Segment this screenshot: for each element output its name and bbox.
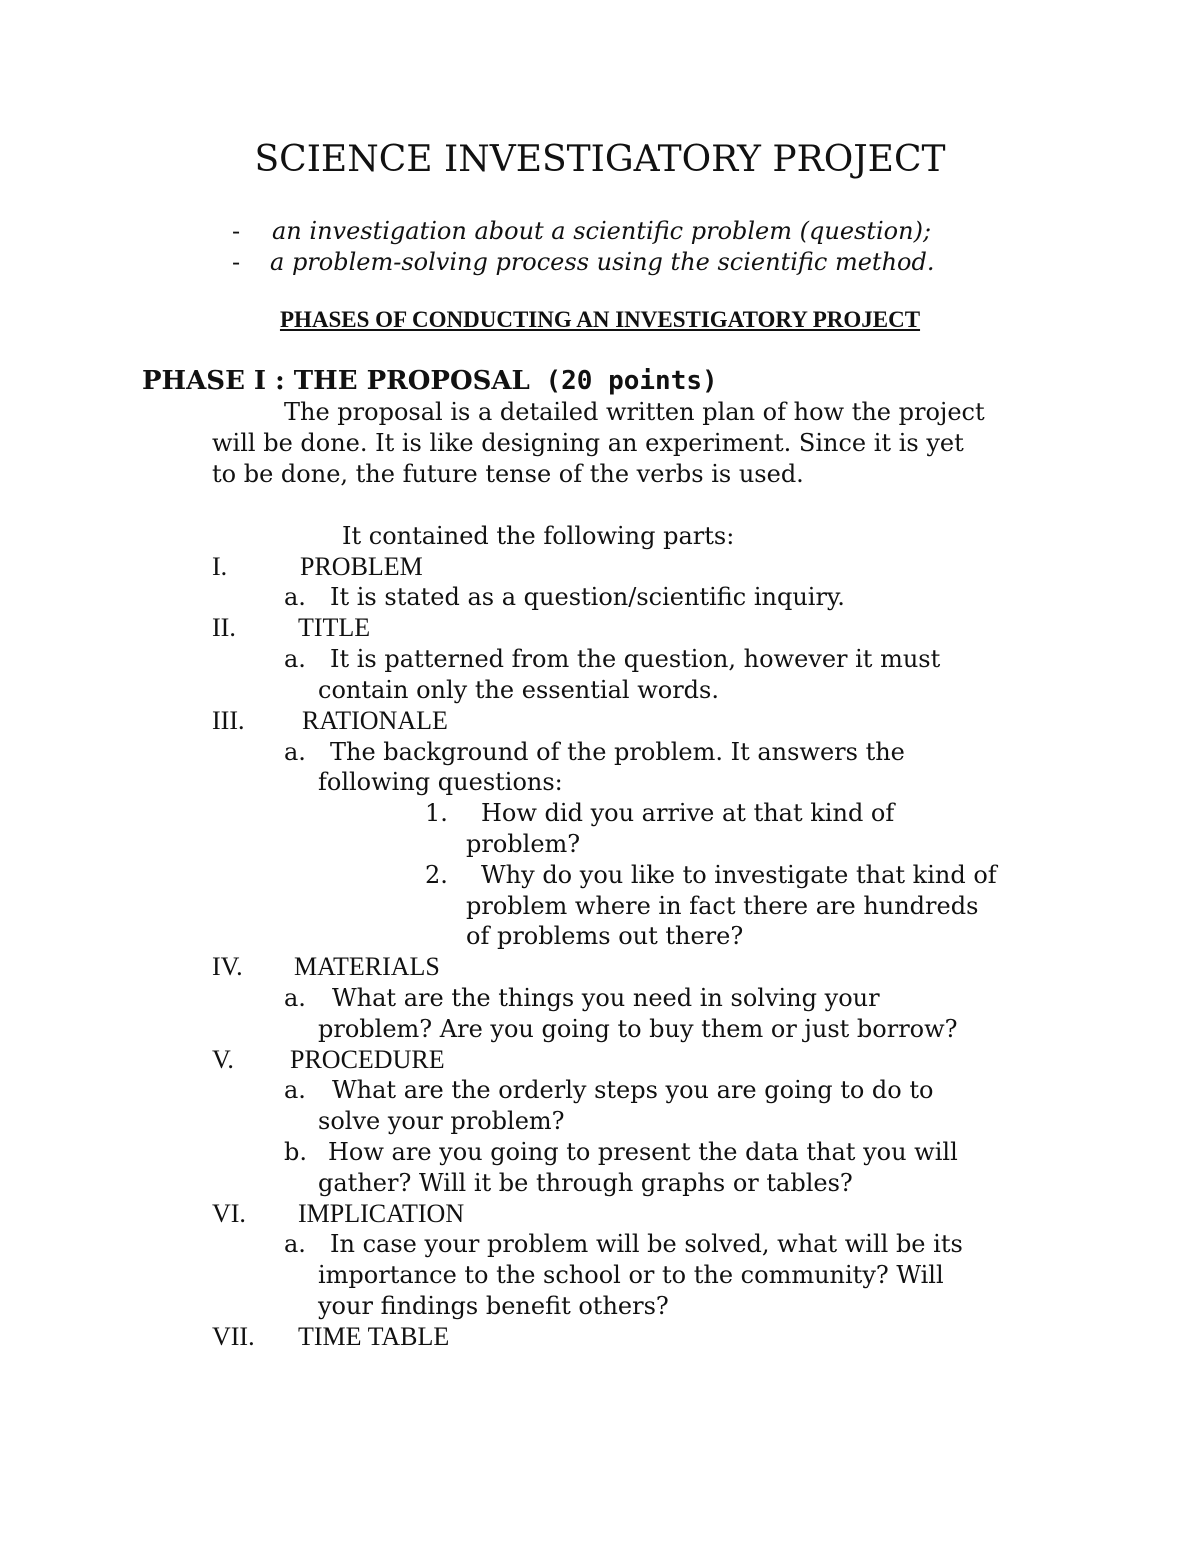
item-marker: a. <box>284 583 306 611</box>
item-marker: a. <box>284 1076 306 1104</box>
item-text: The background of the problem. It answers the <box>330 738 905 766</box>
section-label: TIME TABLE <box>298 1322 450 1351</box>
section-numeral: VII. <box>212 1322 255 1351</box>
item-text: problem? Are you going to buy them or just borrow? <box>318 1015 958 1043</box>
item-text: In case your problem will be solved, what will be its <box>330 1230 963 1258</box>
item-text: contain only the essential words. <box>318 676 719 704</box>
item-marker: b. <box>284 1138 307 1166</box>
item-text: following questions: <box>318 768 563 796</box>
subitem-text: How did you arrive at that kind of <box>481 799 895 827</box>
subitem-text: of problems out there? <box>466 922 744 950</box>
section-label: RATIONALE <box>302 706 448 735</box>
section-label: TITLE <box>298 613 371 642</box>
paragraph-line: will be done. It is like designing an experiment. Since it is yet <box>212 429 964 457</box>
item-text: It is stated as a question/scientific inquiry. <box>330 583 845 611</box>
item-marker: a. <box>284 738 306 766</box>
subitem-text: Why do you like to investigate that kind of <box>481 861 997 889</box>
phase-title-points: (20 points) <box>529 366 718 396</box>
phase-title <box>142 364 718 398</box>
parts-intro: It contained the following parts: <box>342 522 735 550</box>
paragraph-line: to be done, the future tense of the verbs is used. <box>212 460 804 488</box>
definition-text: a problem-solving process using the scientific method. <box>270 248 935 276</box>
subitem-text: problem? <box>466 830 581 858</box>
item-marker: a. <box>284 1230 306 1258</box>
item-marker: a. <box>284 984 306 1012</box>
subitem-marker: 2. <box>425 861 448 889</box>
item-text: How are you going to present the data that you will <box>328 1138 958 1166</box>
section-numeral: II. <box>212 613 236 642</box>
bullet-dash: - <box>232 217 241 245</box>
section-numeral: VI. <box>212 1199 246 1228</box>
section-numeral: III. <box>212 706 245 735</box>
item-text: gather? Will it be through graphs or tables? <box>318 1169 853 1197</box>
definition-text: an investigation about a scientific problem (question); <box>272 217 932 245</box>
section-label: MATERIALS <box>294 952 440 981</box>
item-text: What are the things you need in solving your <box>332 984 880 1012</box>
item-marker: a. <box>284 645 306 673</box>
section-label: PROCEDURE <box>290 1045 445 1074</box>
subitem-text: problem where in fact there are hundreds <box>466 892 979 920</box>
section-numeral: V. <box>212 1045 234 1074</box>
item-text: importance to the school or to the community? Will <box>318 1261 944 1289</box>
bullet-dash: - <box>232 248 241 276</box>
item-text: It is patterned from the question, however it must <box>330 645 941 673</box>
section-numeral: I. <box>212 552 228 581</box>
subitem-marker: 1. <box>425 799 448 827</box>
phase-title-main: PHASE I : THE PROPOSAL <box>142 366 530 396</box>
item-text: your findings benefit others? <box>318 1292 669 1320</box>
paragraph-line: The proposal is a detailed written plan of how the project <box>284 398 985 426</box>
page-title: SCIENCE INVESTIGATORY PROJECT <box>254 139 946 180</box>
item-text: What are the orderly steps you are going to do to <box>332 1076 934 1104</box>
item-text: solve your problem? <box>318 1107 565 1135</box>
section-numeral: IV. <box>212 952 243 981</box>
section-label: IMPLICATION <box>298 1199 465 1228</box>
section-heading: PHASES OF CONDUCTING AN INVESTIGATORY PROJECT <box>279 307 921 332</box>
section-label: PROBLEM <box>300 552 423 581</box>
